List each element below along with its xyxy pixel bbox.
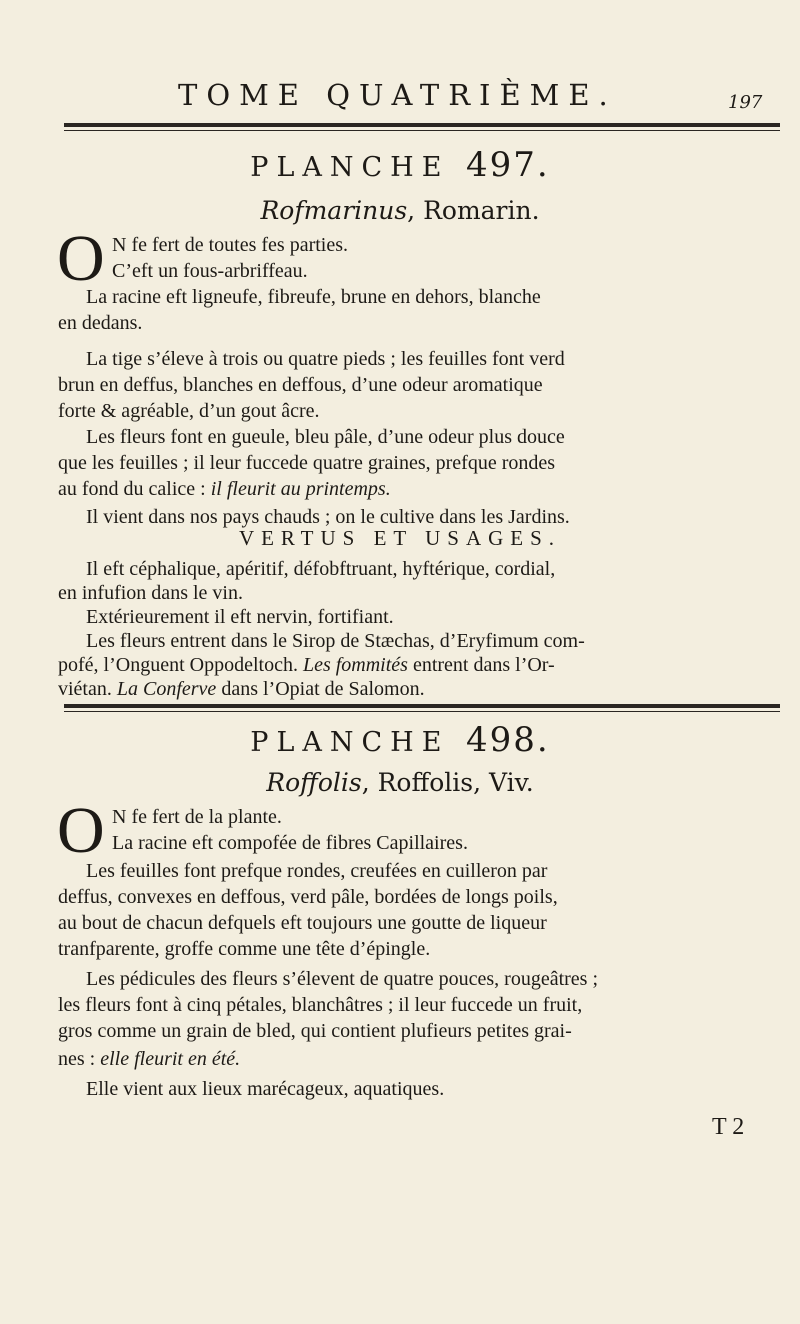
text-line: La tige s’éleve à trois ou quatre pieds ; les feuilles font verd <box>86 348 565 370</box>
plate-heading-497 <box>0 145 800 185</box>
text-line: forte & agréable, d’un gout âcre. <box>58 400 320 422</box>
running-head <box>0 78 800 118</box>
text-line <box>58 476 391 502</box>
italic-span: elle fleurit en été. <box>100 1048 241 1070</box>
signature-mark: T 2 <box>712 1114 745 1140</box>
text-line: Il vient dans nos pays chauds ; on le cultive dans les Jardins. <box>86 506 570 528</box>
page-number: 197 <box>728 92 763 113</box>
ornamental-rule <box>64 123 780 133</box>
text-line <box>58 1046 240 1072</box>
text-line: Les fleurs font en gueule, bleu pâle, d’une odeur plus douce <box>86 426 565 448</box>
text-line: au bout de chacun defquels eft toujours une goutte de liqueur <box>58 912 547 934</box>
common-name: , Roffolis, Viv. <box>361 768 534 797</box>
latin-name: Roffolis <box>266 768 362 797</box>
text-line: Les fleurs entrent dans le Sirop de Stæchas, d’Eryfimum com- <box>86 630 585 652</box>
text-line: gros comme un grain de bled, qui contient plufieurs petites grai- <box>58 1020 572 1042</box>
text-line: en dedans. <box>58 312 143 334</box>
section-heading: VERTUS ET USAGES. <box>238 526 562 550</box>
text-line: tranfparente, groffe comme une tête d’épingle. <box>58 938 431 960</box>
text-line: Extérieurement il eft nervin, fortifiant. <box>86 606 394 628</box>
plate-label: PLANCHE <box>250 152 450 183</box>
plant-name-497 <box>0 196 800 225</box>
running-title: TOME QUATRIÈME. <box>178 78 617 112</box>
text-span: viétan. <box>58 678 117 700</box>
text-line: N fe fert de la plante. <box>112 806 282 828</box>
text-line: La racine eft ligneufe, fibreufe, brune en dehors, blanche <box>86 286 541 308</box>
common-name: , Romarin. <box>407 196 540 225</box>
text-line: en infufion dans le vin. <box>58 582 243 604</box>
text-line: brun en deffus, blanches en deffous, d’une odeur aromatique <box>58 374 543 396</box>
text-span: pofé, l’Onguent Oppodeltoch. <box>58 654 303 676</box>
plate-number: 497. <box>466 145 550 185</box>
text-span: entrent dans l’Or- <box>407 654 555 676</box>
text-line <box>58 676 425 702</box>
text-line: La racine eft compofée de fibres Capillaires. <box>112 832 468 854</box>
italic-span: Les fommités <box>302 654 408 676</box>
text-line: Il eft céphalique, apéritif, défobftruant, hyftérique, cordial, <box>86 558 556 580</box>
plate-heading-498 <box>0 720 800 760</box>
text-line: que les feuilles ; il leur fuccede quatre graines, prefque rondes <box>58 452 556 474</box>
drop-cap: O <box>57 222 105 295</box>
plant-name-498 <box>0 768 800 797</box>
text-line: les fleurs font à cinq pétales, blanchâtres ; il leur fuccede un fruit, <box>58 994 583 1016</box>
plate-label: PLANCHE <box>250 727 450 758</box>
text-line <box>58 652 555 678</box>
text-span: dans l’Opiat de Salomon. <box>216 678 425 700</box>
text-span: au fond du calice : <box>58 478 211 500</box>
ornamental-rule <box>64 704 780 714</box>
text-line: Les feuilles font prefque rondes, creufées en cuilleron par <box>86 860 548 882</box>
italic-span: il fleurit au printemps. <box>210 478 391 500</box>
text-line: Elle vient aux lieux marécageux, aquatiques. <box>86 1078 445 1100</box>
text-line: C’eft un fous-arbriffeau. <box>112 260 308 282</box>
latin-name: Rofmarinus <box>260 196 408 225</box>
text-line: deffus, convexes en deffous, verd pâle, bordées de longs poils, <box>58 886 558 908</box>
italic-span: La Conferve <box>116 678 217 700</box>
text-span: nes : <box>58 1048 101 1070</box>
text-line: N fe fert de toutes fes parties. <box>112 234 349 256</box>
text-line: Les pédicules des fleurs s’élevent de quatre pouces, rougeâtres ; <box>86 968 599 990</box>
drop-cap: O <box>57 794 105 867</box>
plate-number: 498. <box>466 720 550 760</box>
